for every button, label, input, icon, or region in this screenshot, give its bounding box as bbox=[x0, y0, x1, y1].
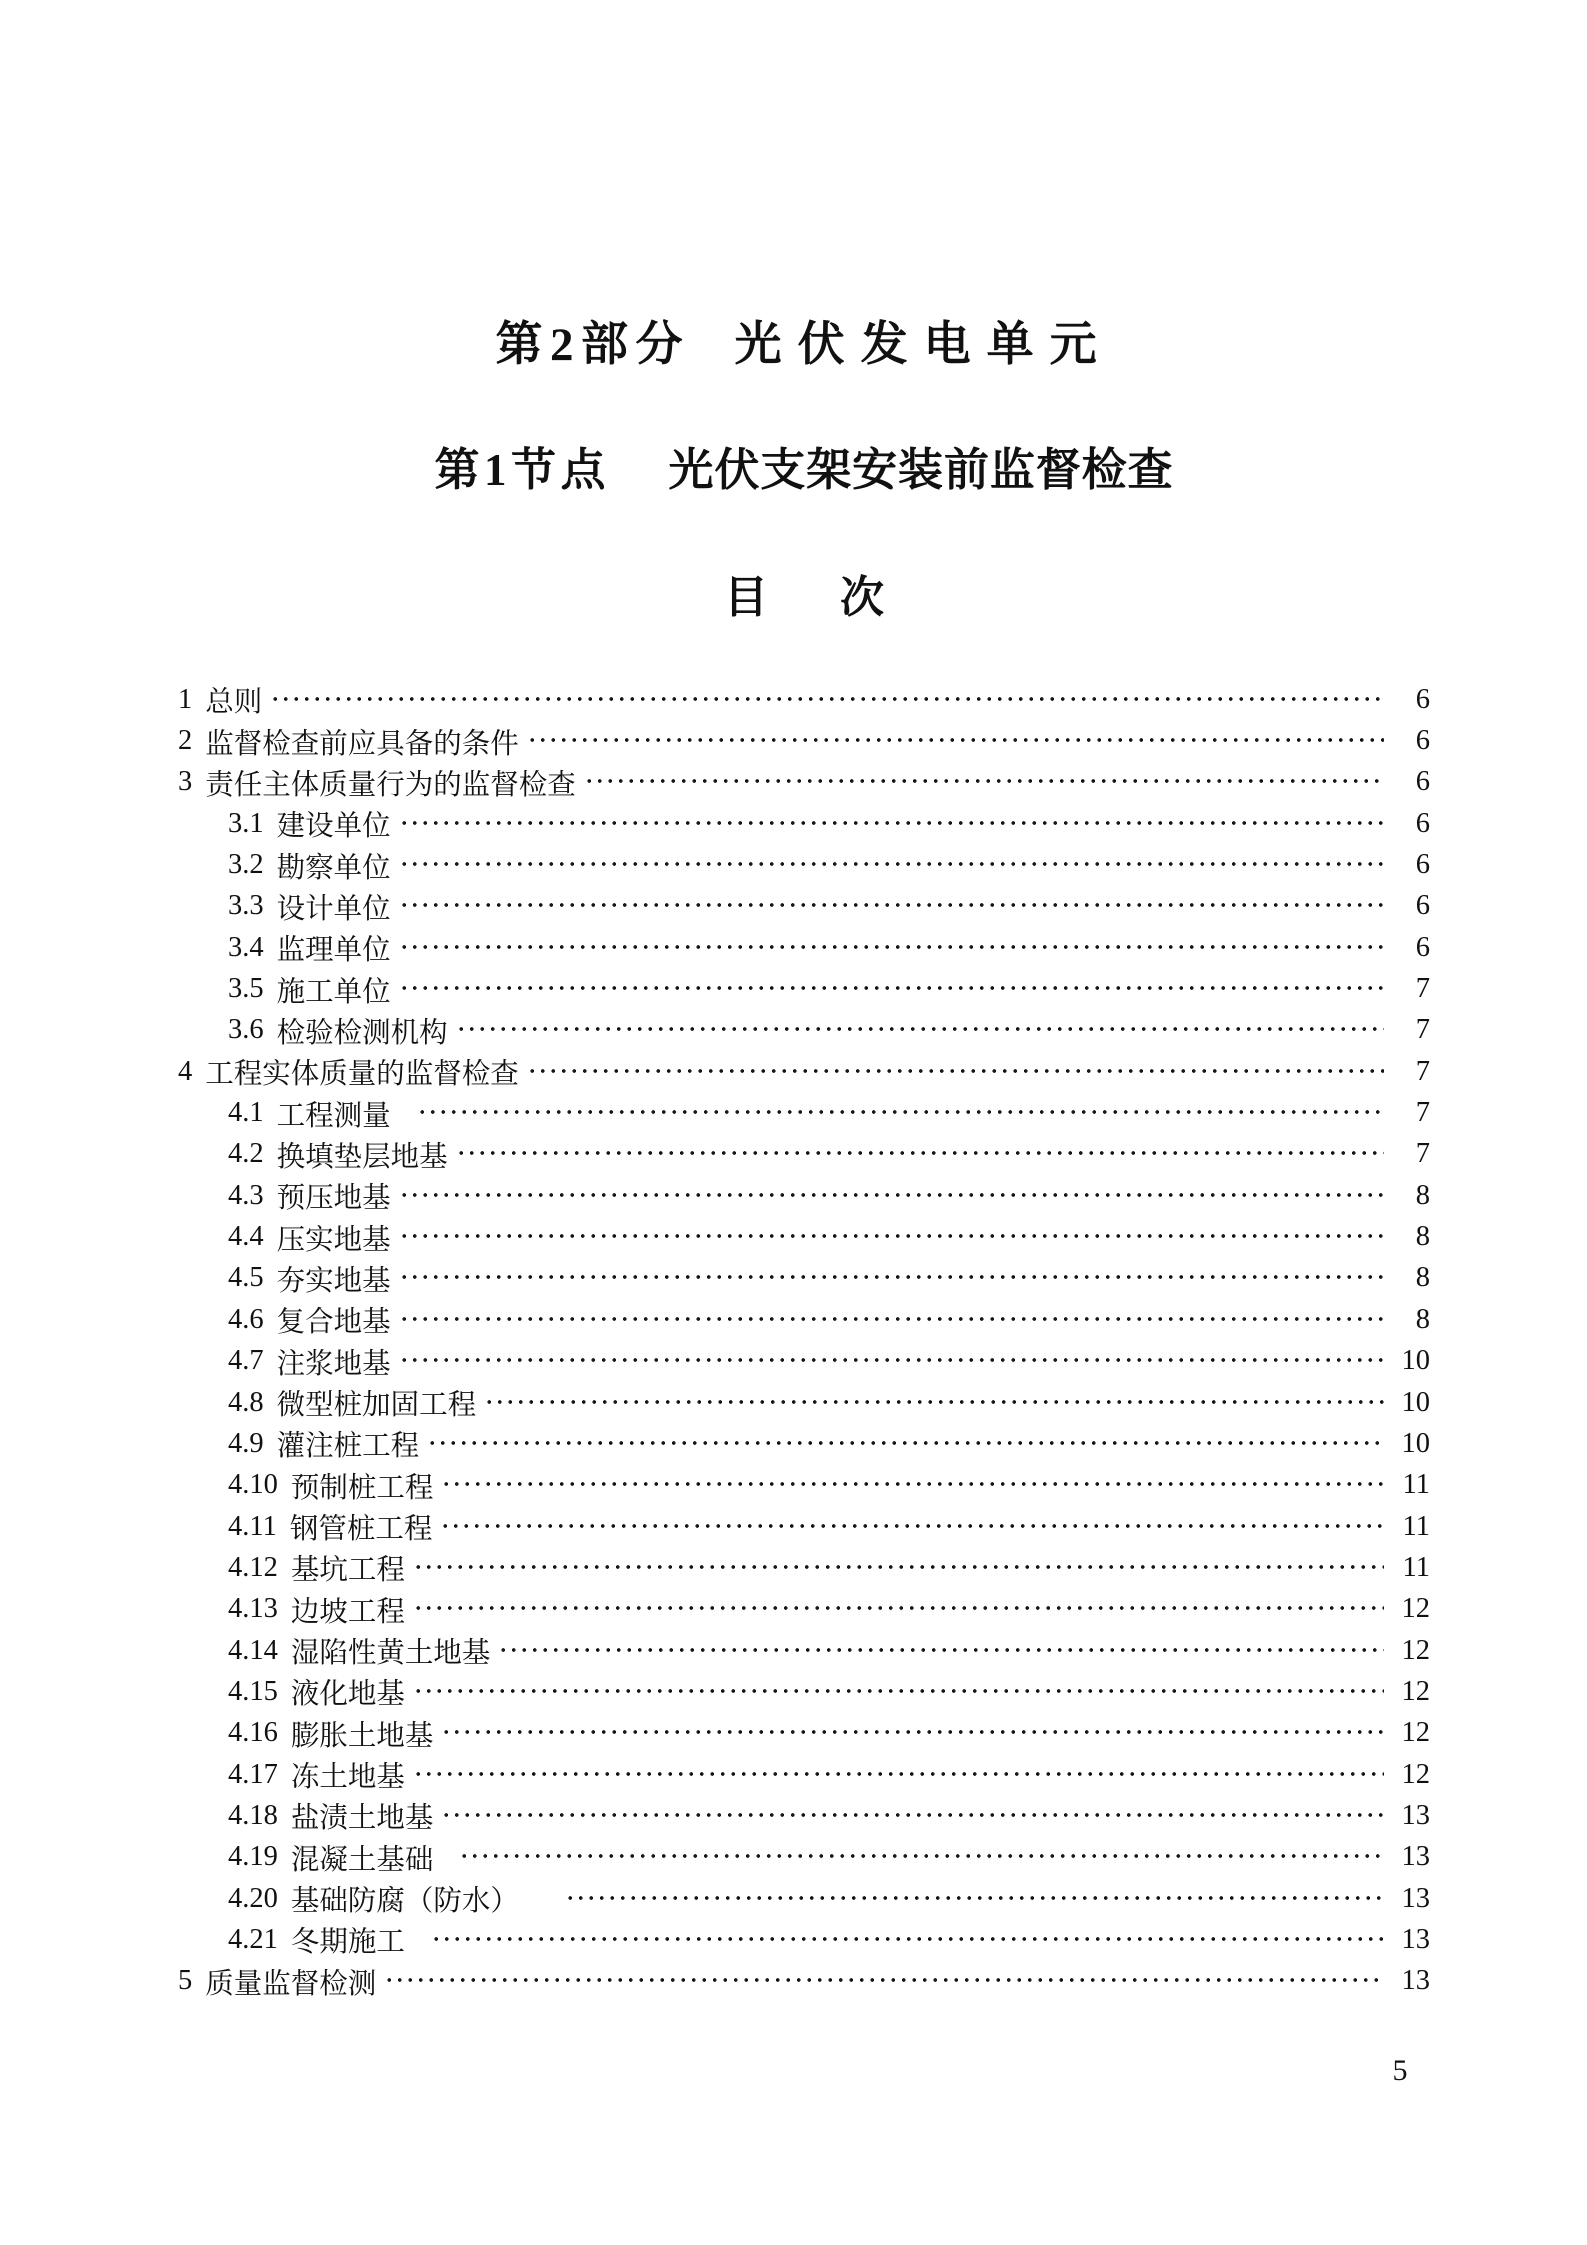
toc-entry bbox=[178, 1754, 1430, 1795]
toc-entry bbox=[178, 720, 1430, 761]
toc-entry-number: 4.13 bbox=[228, 1593, 278, 1625]
toc-entry-page: 10 bbox=[1401, 1427, 1430, 1459]
toc-entry-page: 7 bbox=[1415, 1097, 1430, 1129]
toc-dot-leader bbox=[459, 1851, 1384, 1861]
toc-entry-title: 总则 bbox=[205, 687, 263, 719]
toc-dot-leader bbox=[413, 1603, 1384, 1613]
toc-dot-leader bbox=[565, 1893, 1384, 1903]
toc-entry-title: 监督检查前应具备的条件 bbox=[205, 728, 519, 760]
toc-entry-number: 1 bbox=[178, 683, 193, 715]
toc-entry-title: 膨胀土地基 bbox=[290, 1720, 434, 1752]
toc-entry-page: 6 bbox=[1415, 766, 1430, 798]
toc-dot-leader bbox=[484, 1397, 1384, 1407]
toc-entry-title: 责任主体质量行为的监督检查 bbox=[205, 769, 576, 801]
toc-entry bbox=[178, 1837, 1430, 1878]
toc-entry-number: 3.2 bbox=[228, 849, 264, 881]
toc-entry bbox=[178, 762, 1430, 803]
toc-dot-leader bbox=[427, 1438, 1384, 1448]
toc-entry-title: 冻土地基 bbox=[290, 1762, 405, 1794]
toc-entry-page: 12 bbox=[1401, 1758, 1430, 1790]
part-title bbox=[178, 320, 1430, 372]
toc-entry-title: 压实地基 bbox=[276, 1224, 391, 1256]
toc-entry bbox=[178, 1010, 1430, 1051]
toc-dot-leader bbox=[498, 1645, 1384, 1655]
toc-entry-page: 12 bbox=[1401, 1717, 1430, 1749]
toc-entry-page: 8 bbox=[1415, 1303, 1430, 1335]
toc-entry bbox=[178, 1547, 1430, 1588]
toc-entry-number: 4.8 bbox=[228, 1386, 264, 1418]
toc-dot-leader bbox=[384, 1975, 1384, 1985]
toc-entry-number: 3.6 bbox=[228, 1014, 264, 1046]
toc-entry bbox=[178, 927, 1430, 968]
toc-entry-number: 4.7 bbox=[228, 1345, 264, 1377]
toc-entry bbox=[178, 886, 1430, 927]
toc-entry bbox=[178, 968, 1430, 1009]
toc-entry-title: 预压地基 bbox=[276, 1183, 391, 1215]
toc-dot-leader bbox=[399, 1314, 1384, 1324]
toc-entry-number: 4.17 bbox=[228, 1758, 278, 1790]
toc-entry-title: 预制桩工程 bbox=[290, 1472, 434, 1504]
toc-entry-number: 4.5 bbox=[228, 1262, 264, 1294]
toc-dot-leader bbox=[399, 942, 1384, 952]
part-title-name: 光伏发电单元 bbox=[734, 319, 1113, 371]
toc-entry-page: 12 bbox=[1401, 1634, 1430, 1666]
toc-dot-leader bbox=[441, 1479, 1384, 1489]
toc-entry bbox=[178, 1382, 1430, 1423]
toc-entry bbox=[178, 1465, 1430, 1506]
toc-dot-leader bbox=[431, 1934, 1384, 1944]
toc-entry-page: 8 bbox=[1415, 1221, 1430, 1253]
toc-entry-title: 设计单位 bbox=[276, 893, 391, 925]
toc-entry-title: 微型桩加固工程 bbox=[276, 1390, 477, 1422]
toc-entry-number: 4.14 bbox=[228, 1634, 278, 1666]
toc-entry-title: 边坡工程 bbox=[290, 1596, 405, 1628]
toc-entry-page: 13 bbox=[1401, 1882, 1430, 1914]
toc-entry-number: 4.15 bbox=[228, 1675, 278, 1707]
toc-entry-number: 4.10 bbox=[228, 1469, 278, 1501]
toc-entry-number: 3.1 bbox=[228, 807, 264, 839]
footer-page-number: 5 bbox=[1392, 2054, 1408, 2087]
toc-entry-number: 4.18 bbox=[228, 1799, 278, 1831]
toc-entry bbox=[178, 844, 1430, 885]
toc-entry-page: 6 bbox=[1415, 890, 1430, 922]
toc-entry-number: 4.19 bbox=[228, 1841, 278, 1873]
toc-dot-leader bbox=[270, 694, 1384, 704]
toc-entry-number: 4.6 bbox=[228, 1303, 264, 1335]
toc-entry-title: 灌注桩工程 bbox=[276, 1431, 420, 1463]
toc-entry-page: 7 bbox=[1415, 1014, 1430, 1046]
toc-entry-title: 勘察单位 bbox=[276, 852, 391, 884]
toc-entry-page: 7 bbox=[1415, 1055, 1430, 1087]
toc-dot-leader bbox=[399, 900, 1384, 910]
toc-dot-leader bbox=[399, 1231, 1384, 1241]
toc-dot-leader bbox=[399, 818, 1384, 828]
toc-entry-number: 4.21 bbox=[228, 1923, 278, 1955]
toc-dot-leader bbox=[527, 1066, 1384, 1076]
toc-entry-title: 质量监督检测 bbox=[205, 1968, 377, 2000]
toc-entry-page: 6 bbox=[1415, 725, 1430, 757]
toc-dot-leader bbox=[456, 1024, 1384, 1034]
toc-entry-number: 4.11 bbox=[228, 1510, 277, 1542]
toc-list bbox=[178, 679, 1430, 2002]
toc-entry bbox=[178, 1506, 1430, 1547]
toc-entry-title: 检验检测机构 bbox=[276, 1017, 448, 1049]
toc-entry-page: 7 bbox=[1415, 1138, 1430, 1170]
toc-entry-title: 湿陷性黄土地基 bbox=[290, 1638, 491, 1670]
toc-entry-title: 钢管桩工程 bbox=[289, 1514, 433, 1546]
toc-entry bbox=[178, 1299, 1430, 1340]
toc-entry-number: 3.3 bbox=[228, 890, 264, 922]
toc-entry-page: 8 bbox=[1415, 1179, 1430, 1211]
toc-entry-page: 10 bbox=[1401, 1345, 1430, 1377]
toc-entry-number: 3.4 bbox=[228, 931, 264, 963]
toc-entry-page: 6 bbox=[1415, 683, 1430, 715]
toc-dot-leader bbox=[413, 1686, 1384, 1696]
toc-entry-page: 10 bbox=[1401, 1386, 1430, 1418]
toc-entry-page: 12 bbox=[1401, 1675, 1430, 1707]
toc-entry bbox=[178, 1630, 1430, 1671]
toc-entry-title: 基础防腐（防水） bbox=[290, 1886, 519, 1918]
toc-entry-page: 6 bbox=[1415, 931, 1430, 963]
toc-entry-page: 6 bbox=[1415, 807, 1430, 839]
part-title-label: 第2部分 bbox=[495, 319, 691, 371]
toc-entry-number: 4.12 bbox=[228, 1551, 278, 1583]
toc-dot-leader bbox=[417, 1107, 1384, 1117]
toc-entry-title: 复合地基 bbox=[276, 1307, 391, 1339]
toc-dot-leader bbox=[399, 1355, 1384, 1365]
toc-entry bbox=[178, 1878, 1430, 1919]
toc-entry-title: 注浆地基 bbox=[276, 1348, 391, 1380]
toc-entry bbox=[178, 1795, 1430, 1836]
toc-entry-page: 11 bbox=[1402, 1551, 1430, 1583]
toc-entry-number: 3.5 bbox=[228, 973, 264, 1005]
toc-entry-title: 施工单位 bbox=[276, 976, 391, 1008]
section-title-label: 第1节点 bbox=[434, 445, 611, 495]
toc-dot-leader bbox=[440, 1521, 1384, 1531]
toc-entry bbox=[178, 1216, 1430, 1257]
toc-entry bbox=[178, 1051, 1430, 1092]
toc-entry-page: 13 bbox=[1401, 1923, 1430, 1955]
toc-dot-leader bbox=[527, 735, 1384, 745]
toc-entry-page: 13 bbox=[1401, 1965, 1430, 1997]
toc-entry-number: 4.4 bbox=[228, 1221, 264, 1253]
toc-entry-title: 夯实地基 bbox=[276, 1265, 391, 1297]
toc-entry-page: 13 bbox=[1401, 1841, 1430, 1873]
toc-dot-leader bbox=[456, 1148, 1384, 1158]
toc-entry-number: 2 bbox=[178, 725, 193, 757]
section-title bbox=[178, 446, 1430, 496]
toc-entry bbox=[178, 1258, 1430, 1299]
toc-entry-title: 工程实体质量的监督检查 bbox=[205, 1059, 519, 1091]
toc-entry-number: 5 bbox=[178, 1965, 193, 1997]
toc-entry bbox=[178, 1919, 1430, 1960]
toc-entry-title: 盐渍土地基 bbox=[290, 1803, 434, 1835]
toc-heading-left: 目 bbox=[724, 573, 768, 622]
toc-entry-title: 监理单位 bbox=[276, 935, 391, 967]
toc-entry-number: 4.3 bbox=[228, 1179, 264, 1211]
toc-entry-number: 4.20 bbox=[228, 1882, 278, 1914]
toc-entry-page: 13 bbox=[1401, 1799, 1430, 1831]
toc-entry-number: 4.16 bbox=[228, 1717, 278, 1749]
toc-entry-title: 混凝土基础 bbox=[290, 1844, 434, 1876]
toc-entry-page: 7 bbox=[1415, 973, 1430, 1005]
toc-entry bbox=[178, 1713, 1430, 1754]
toc-entry-title: 冬期施工 bbox=[290, 1927, 405, 1959]
toc-entry-number: 4.1 bbox=[228, 1097, 264, 1129]
toc-dot-leader bbox=[413, 1562, 1384, 1572]
toc-heading-right: 次 bbox=[840, 573, 884, 622]
toc-entry-title: 工程测量 bbox=[276, 1100, 391, 1132]
toc-entry-number: 4.2 bbox=[228, 1138, 264, 1170]
toc-dot-leader bbox=[441, 1727, 1384, 1737]
toc-entry bbox=[178, 1175, 1430, 1216]
toc-dot-leader bbox=[413, 1769, 1384, 1779]
toc-entry-title: 基坑工程 bbox=[290, 1555, 405, 1587]
toc-dot-leader bbox=[399, 1190, 1384, 1200]
toc-entry bbox=[178, 679, 1430, 720]
toc-entry-page: 8 bbox=[1415, 1262, 1430, 1294]
toc-heading bbox=[178, 574, 1430, 622]
toc-entry-number: 3 bbox=[178, 766, 193, 798]
toc-dot-leader bbox=[399, 1272, 1384, 1282]
toc-entry bbox=[178, 1589, 1430, 1630]
toc-entry-page: 12 bbox=[1401, 1593, 1430, 1625]
toc-entry-number: 4 bbox=[178, 1055, 193, 1087]
toc-entry-page: 11 bbox=[1402, 1510, 1430, 1542]
toc-entry-title: 液化地基 bbox=[290, 1679, 405, 1711]
toc-entry bbox=[178, 1423, 1430, 1464]
toc-entry bbox=[178, 1341, 1430, 1382]
toc-dot-leader bbox=[441, 1810, 1384, 1820]
toc-entry-page: 11 bbox=[1402, 1469, 1430, 1501]
toc-entry-page: 6 bbox=[1415, 849, 1430, 881]
toc-entry-title: 建设单位 bbox=[276, 811, 391, 843]
toc-entry bbox=[178, 1092, 1430, 1133]
toc-entry bbox=[178, 1961, 1430, 2002]
toc-entry bbox=[178, 1134, 1430, 1175]
section-title-name: 光伏支架安装前监督检查 bbox=[668, 445, 1174, 495]
toc-dot-leader bbox=[399, 983, 1384, 993]
toc-entry bbox=[178, 1671, 1430, 1712]
toc-entry-number: 4.9 bbox=[228, 1427, 264, 1459]
toc-dot-leader bbox=[399, 859, 1384, 869]
toc-dot-leader bbox=[584, 776, 1384, 786]
toc-entry bbox=[178, 803, 1430, 844]
toc-entry-title: 换填垫层地基 bbox=[276, 1141, 448, 1173]
